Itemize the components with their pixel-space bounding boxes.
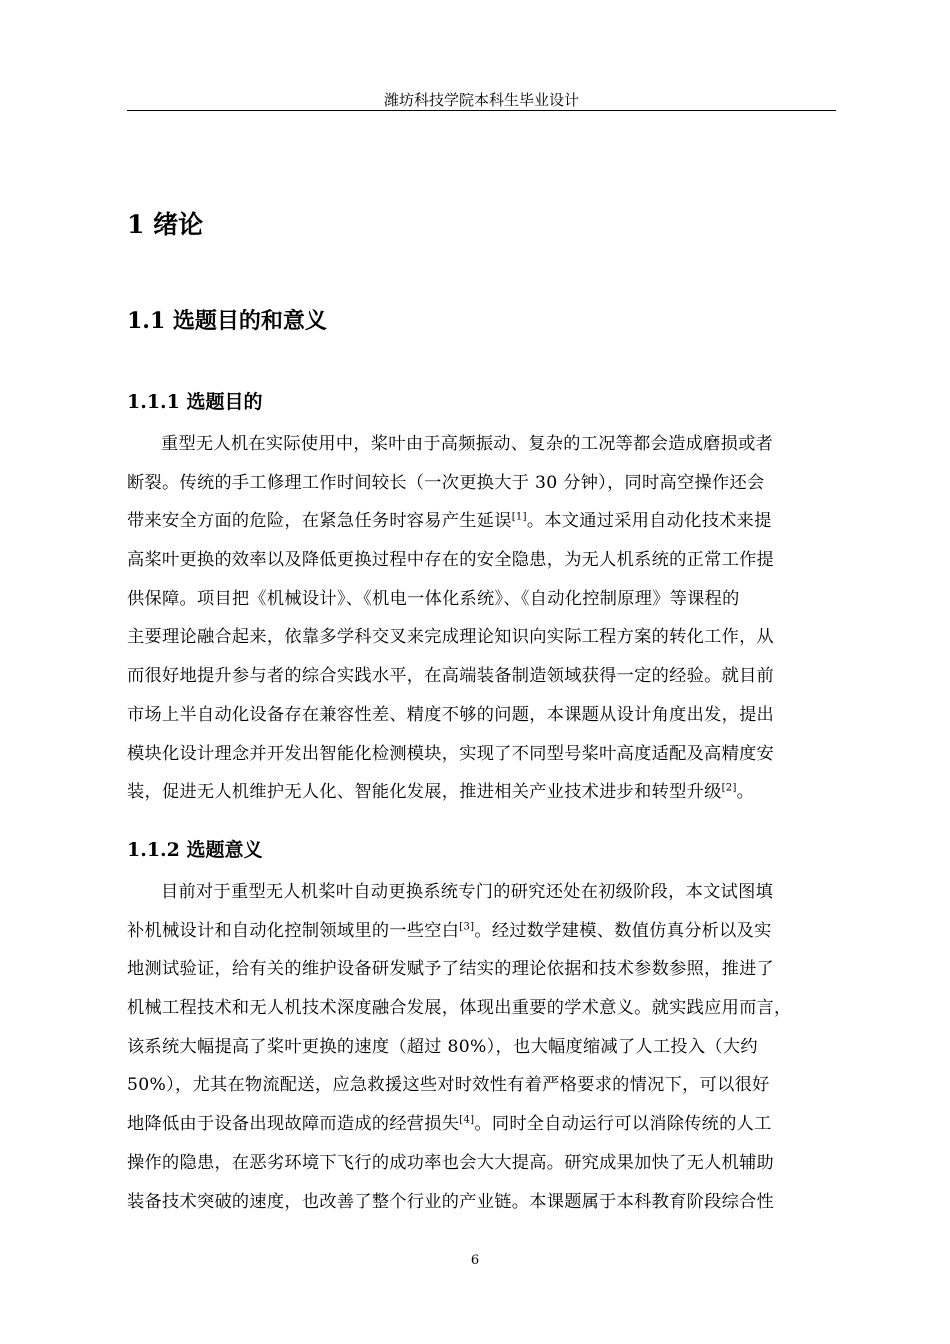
chapter-title: 1 绪论 [127,210,204,239]
paragraph-line [127,657,837,696]
paragraph-line [127,425,837,464]
line-text: 高桨叶更换的效率以及降低更换过程中存在的安全隐患，为无人机系统的正常工作提 [127,550,775,571]
page-header [127,90,836,111]
paragraph-purpose [127,425,837,812]
line-text: 目前对于重型无人机桨叶自动更换系统专门的研究还处在初级阶段，本文试图填 [161,882,774,902]
paragraph-line [127,1028,837,1067]
line-text: 供保障。项目把《机械设计》、《机电一体化系统》、《自动化控制原理》等课程的 [127,588,740,609]
line-text: 市场上半自动化设备存在兼容性差、精度不够的问题，本课题从设计角度出发，提出 [127,704,775,725]
paragraph-line [127,1066,837,1105]
paragraph-line [127,580,837,619]
paragraph-line [127,989,837,1028]
line-text-after: 。本文通过采用自动化技术来提 [526,511,772,532]
citation-ref: [4] [459,1114,475,1126]
line-text: 50%），尤其在物流配送，应急救援这些对时效性有着严格要求的情况下，可以很好 [127,1075,770,1096]
line-text: 该系统大幅提高了桨叶更换的速度（超过 80%），也大幅度缩减了人工投入（大约 [127,1036,758,1057]
line-text: 地测试验证，给有关的维护设备研发赋予了结实的理论依据和技术参数参照，推进了 [127,959,775,980]
line-text: 装，促进无人机维护无人化、智能化发展，推进相关产业技术进步和转型升级 [127,782,722,803]
paragraph-significance [127,873,837,1221]
paragraph-line [127,541,837,580]
line-text: 机械工程技术和无人机技术深度融合发展，体现出重要的学术意义。就实践应用而言， [127,998,792,1019]
paragraph-line [127,696,837,735]
line-text: 装备技术突破的速度，也改善了整个行业的产业链。本课题属于本科教育阶段综合性 [127,1191,775,1212]
paragraph-line [127,1183,837,1222]
paragraph-line [127,950,837,989]
paragraph-line [127,735,837,774]
line-text: 补机械设计和自动化控制领域里的一些空白 [127,920,460,941]
page-number: 6 [470,1253,480,1268]
line-text: 操作的隐患，在恶劣环境下飞行的成功率也会大大提高。研究成果加快了无人机辅助 [127,1152,775,1173]
line-text: 主要理论融合起来，依靠多学科交叉来完成理论知识向实际工程方案的转化工作，从 [127,627,775,648]
line-text: 重型无人机在实际使用中，桨叶由于高频振动、复杂的工况等都会造成磨损或者 [161,434,774,454]
citation-ref: [2] [721,782,737,794]
line-text-after: 。同时全自动运行可以消除传统的人工 [474,1114,772,1135]
paragraph-line [127,773,837,812]
line-text: 而很好地提升参与者的综合实践水平，在高端装备制造领域获得一定的经验。就目前 [127,666,775,687]
citation-ref: [3] [459,920,475,932]
line-text: 带来安全方面的危险，在紧急任务时容易产生延误 [127,511,512,532]
header-title: 潍坊科技学院本科生毕业设计 [383,91,579,109]
line-text: 模块化设计理念并开发出智能化检测模块，实现了不同型号桨叶高度适配及高精度安 [127,743,775,764]
paragraph-line [127,1105,837,1144]
line-text-after: 。 [736,782,755,803]
section-title: 1.1 选题目的和意义 [127,308,327,334]
citation-ref: [1] [511,511,527,523]
paragraph-line [127,502,837,541]
paragraph-line [127,1144,837,1183]
paragraph-line [127,873,837,912]
paragraph-line [127,912,837,951]
paragraph-line [127,618,837,657]
line-text: 地降低由于设备出现故障而造成的经营损失 [127,1114,460,1135]
line-text: 断裂。传统的手工修理工作时间较长（一次更换大于 30 分钟），同时高空操作还会 [127,472,765,493]
line-text-after: 。经过数学建模、数值仿真分析以及实 [474,920,772,941]
subsection-title-purpose: 1.1.1 选题目的 [127,391,263,413]
subsection-title-significance: 1.1.2 选题意义 [127,839,263,861]
paragraph-line [127,464,837,503]
